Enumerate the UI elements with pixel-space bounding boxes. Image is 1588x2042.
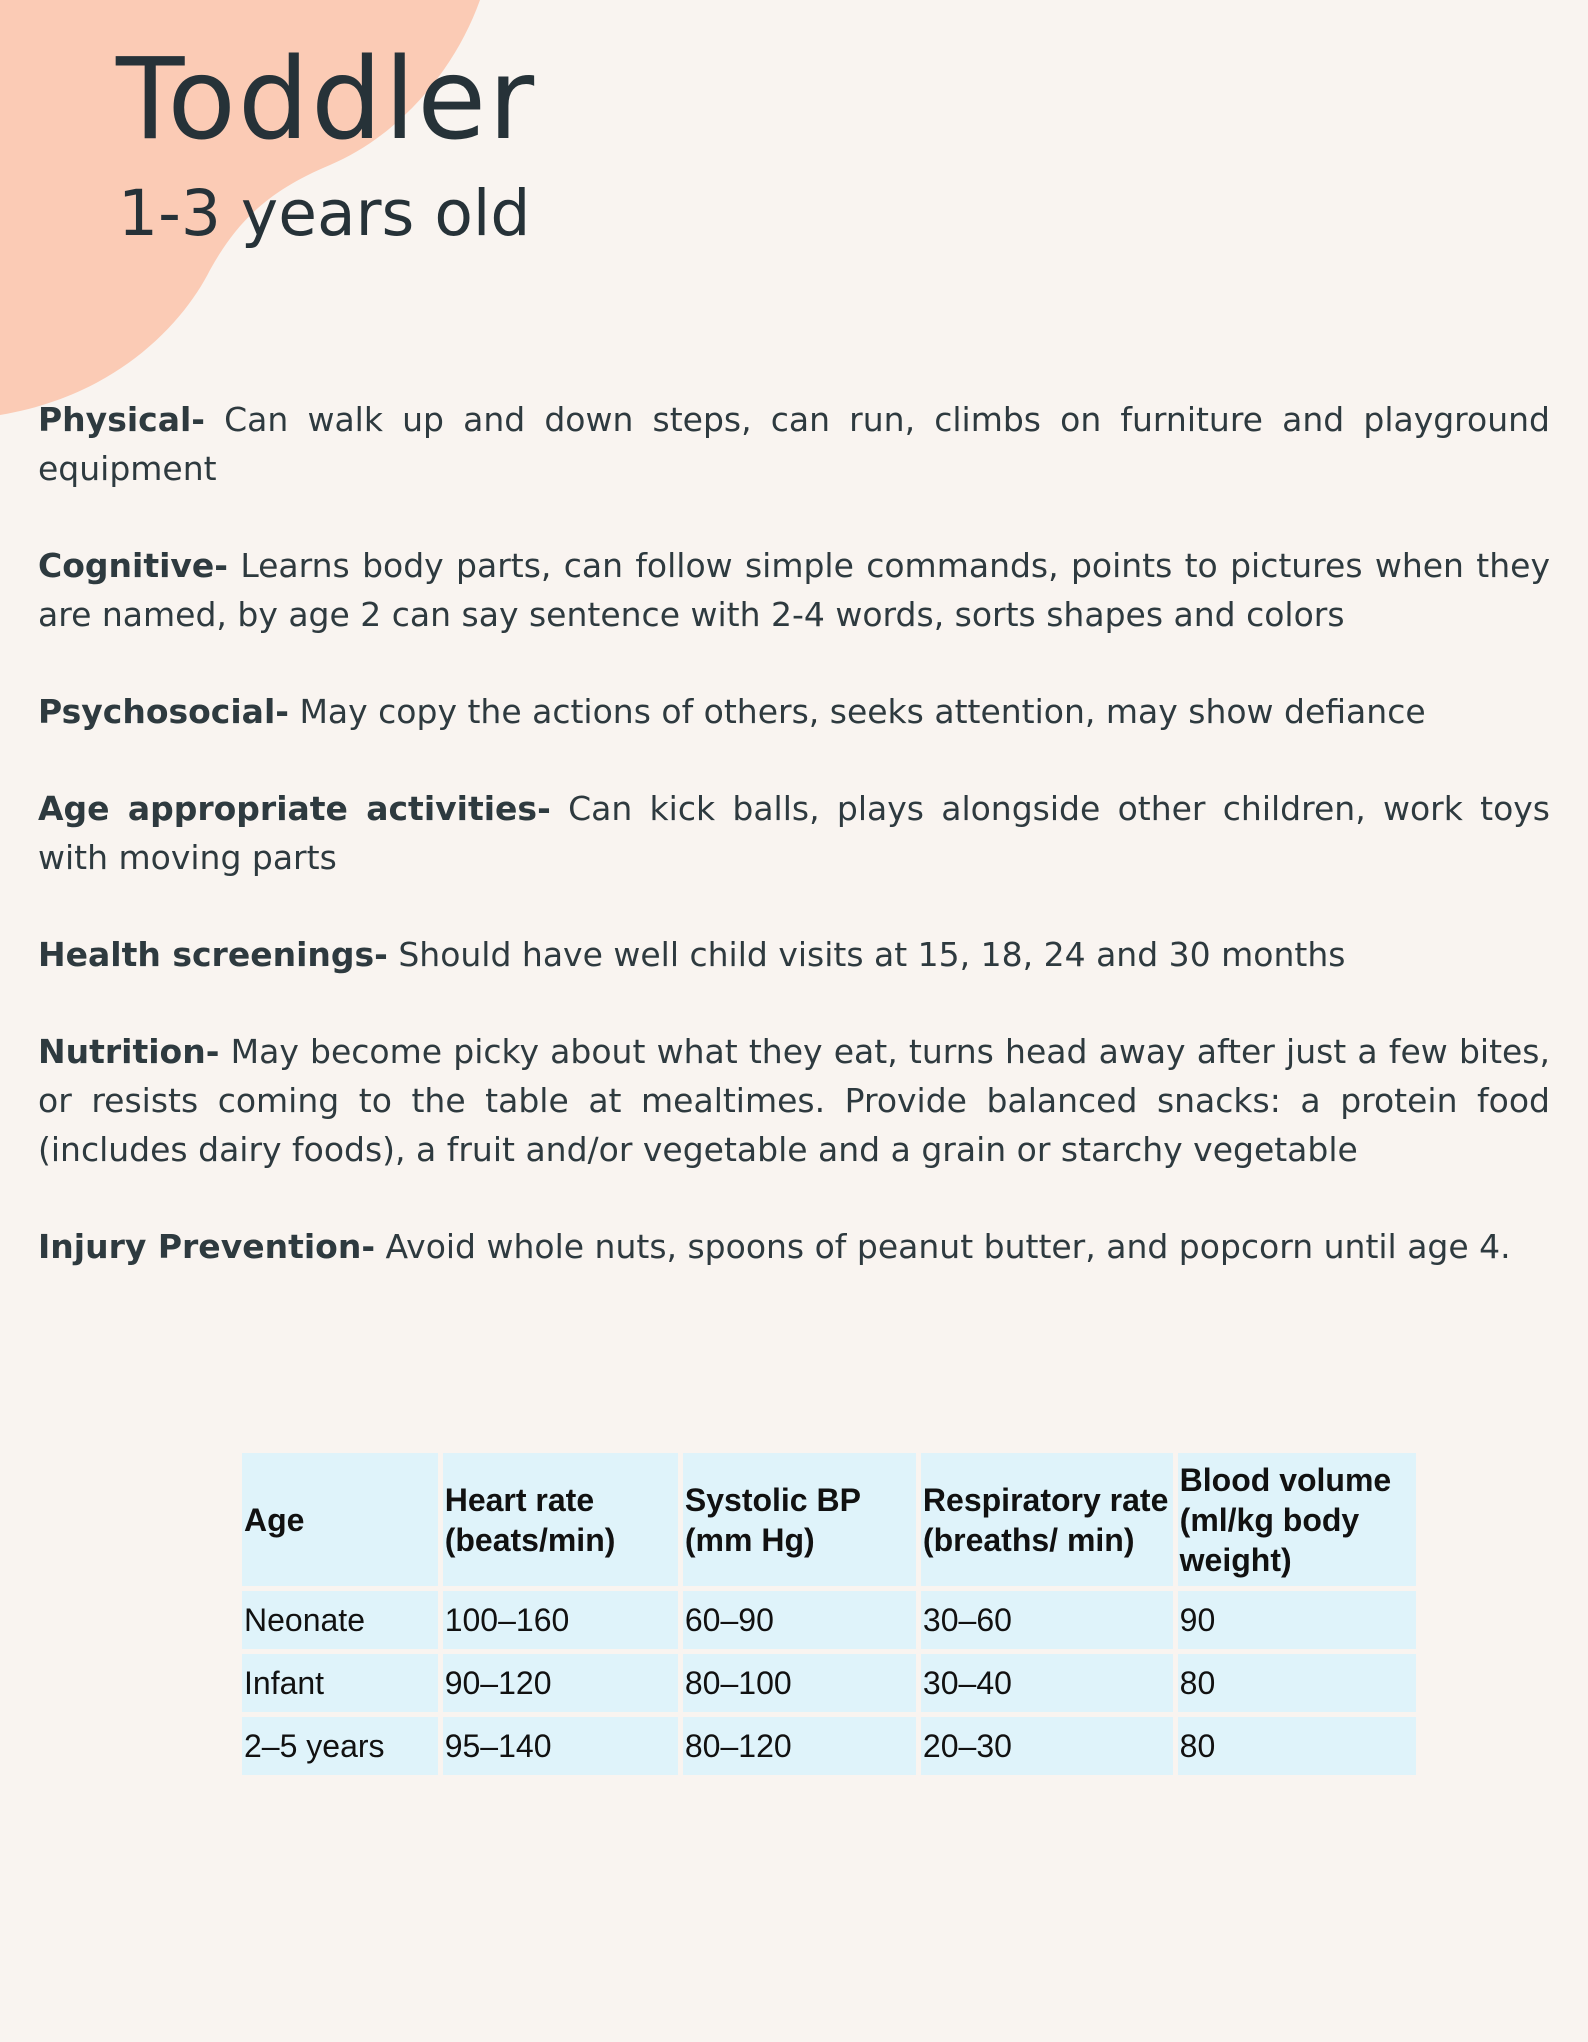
vital-signs-table — [237, 1448, 1421, 1780]
page-title: Toddler — [116, 35, 537, 165]
table-row — [242, 1591, 1416, 1649]
section-nutrition — [38, 1027, 1550, 1174]
section-text: May copy the actions of others, seeks attention, may show defiance — [299, 692, 1426, 731]
header-respiratory-rate: Respiratory rate (breaths/ min) — [921, 1453, 1173, 1586]
milestone-sections — [38, 395, 1550, 1319]
table-cell: 30–60 — [921, 1591, 1173, 1649]
page-subtitle: 1-3 years old — [118, 177, 531, 250]
section-label: Physical- — [38, 400, 205, 439]
table-cell: 60–90 — [683, 1591, 916, 1649]
section-label: Cognitive- — [38, 546, 228, 585]
section-cognitive — [38, 541, 1550, 639]
section-text: May become picky about what they eat, turns head away after just a few bites, or resists coming to the table at mealtimes. Provide balanced snacks: a protein food (includes dairy foods), a fruit and/or vegetable and a grain or starchy vegetable — [38, 1032, 1550, 1169]
table-cell: Neonate — [242, 1591, 438, 1649]
table-cell: 90–120 — [443, 1654, 678, 1712]
section-text: Should have well child visits at 15, 18, 24 and 30 months — [398, 935, 1346, 974]
section-label: Injury Prevention- — [38, 1227, 376, 1266]
table-cell: 2–5 years — [242, 1717, 438, 1775]
section-label: Age appropriate activities- — [38, 789, 551, 828]
table-row — [242, 1717, 1416, 1775]
table-cell: 80–100 — [683, 1654, 916, 1712]
section-text: Avoid whole nuts, spoons of peanut butter, and popcorn until age 4. — [385, 1227, 1511, 1266]
table-row — [242, 1654, 1416, 1712]
table-cell: Infant — [242, 1654, 438, 1712]
section-health-screenings — [38, 930, 1550, 979]
header-systolic-bp: Systolic BP (mm Hg) — [683, 1453, 916, 1586]
table-cell: 80 — [1178, 1654, 1416, 1712]
section-physical — [38, 395, 1550, 493]
table-header-row — [242, 1453, 1416, 1586]
table-cell: 30–40 — [921, 1654, 1173, 1712]
table-cell: 80 — [1178, 1717, 1416, 1775]
header-heart-rate: Heart rate (beats/min) — [443, 1453, 678, 1586]
table-cell: 20–30 — [921, 1717, 1173, 1775]
section-label: Psychosocial- — [38, 692, 289, 731]
table-cell: 90 — [1178, 1591, 1416, 1649]
section-text: Can walk up and down steps, can run, climbs on furniture and playground equipment — [38, 400, 1550, 488]
section-label: Health screenings- — [38, 935, 388, 974]
table-cell: 80–120 — [683, 1717, 916, 1775]
section-injury-prevention — [38, 1222, 1550, 1271]
section-psychosocial — [38, 687, 1550, 736]
section-label: Nutrition- — [38, 1032, 220, 1071]
section-activities — [38, 784, 1550, 882]
table-cell: 100–160 — [443, 1591, 678, 1649]
header-blood-volume: Blood volume (ml/kg body weight) — [1178, 1453, 1416, 1586]
section-text: Learns body parts, can follow simple commands, points to pictures when they are named, by age 2 can say sentence with 2-4 words, sorts shapes and colors — [38, 546, 1550, 634]
section-text: Can kick balls, plays alongside other children, work toys with moving parts — [38, 789, 1550, 877]
table-cell: 95–140 — [443, 1717, 678, 1775]
header-age: Age — [242, 1453, 438, 1586]
